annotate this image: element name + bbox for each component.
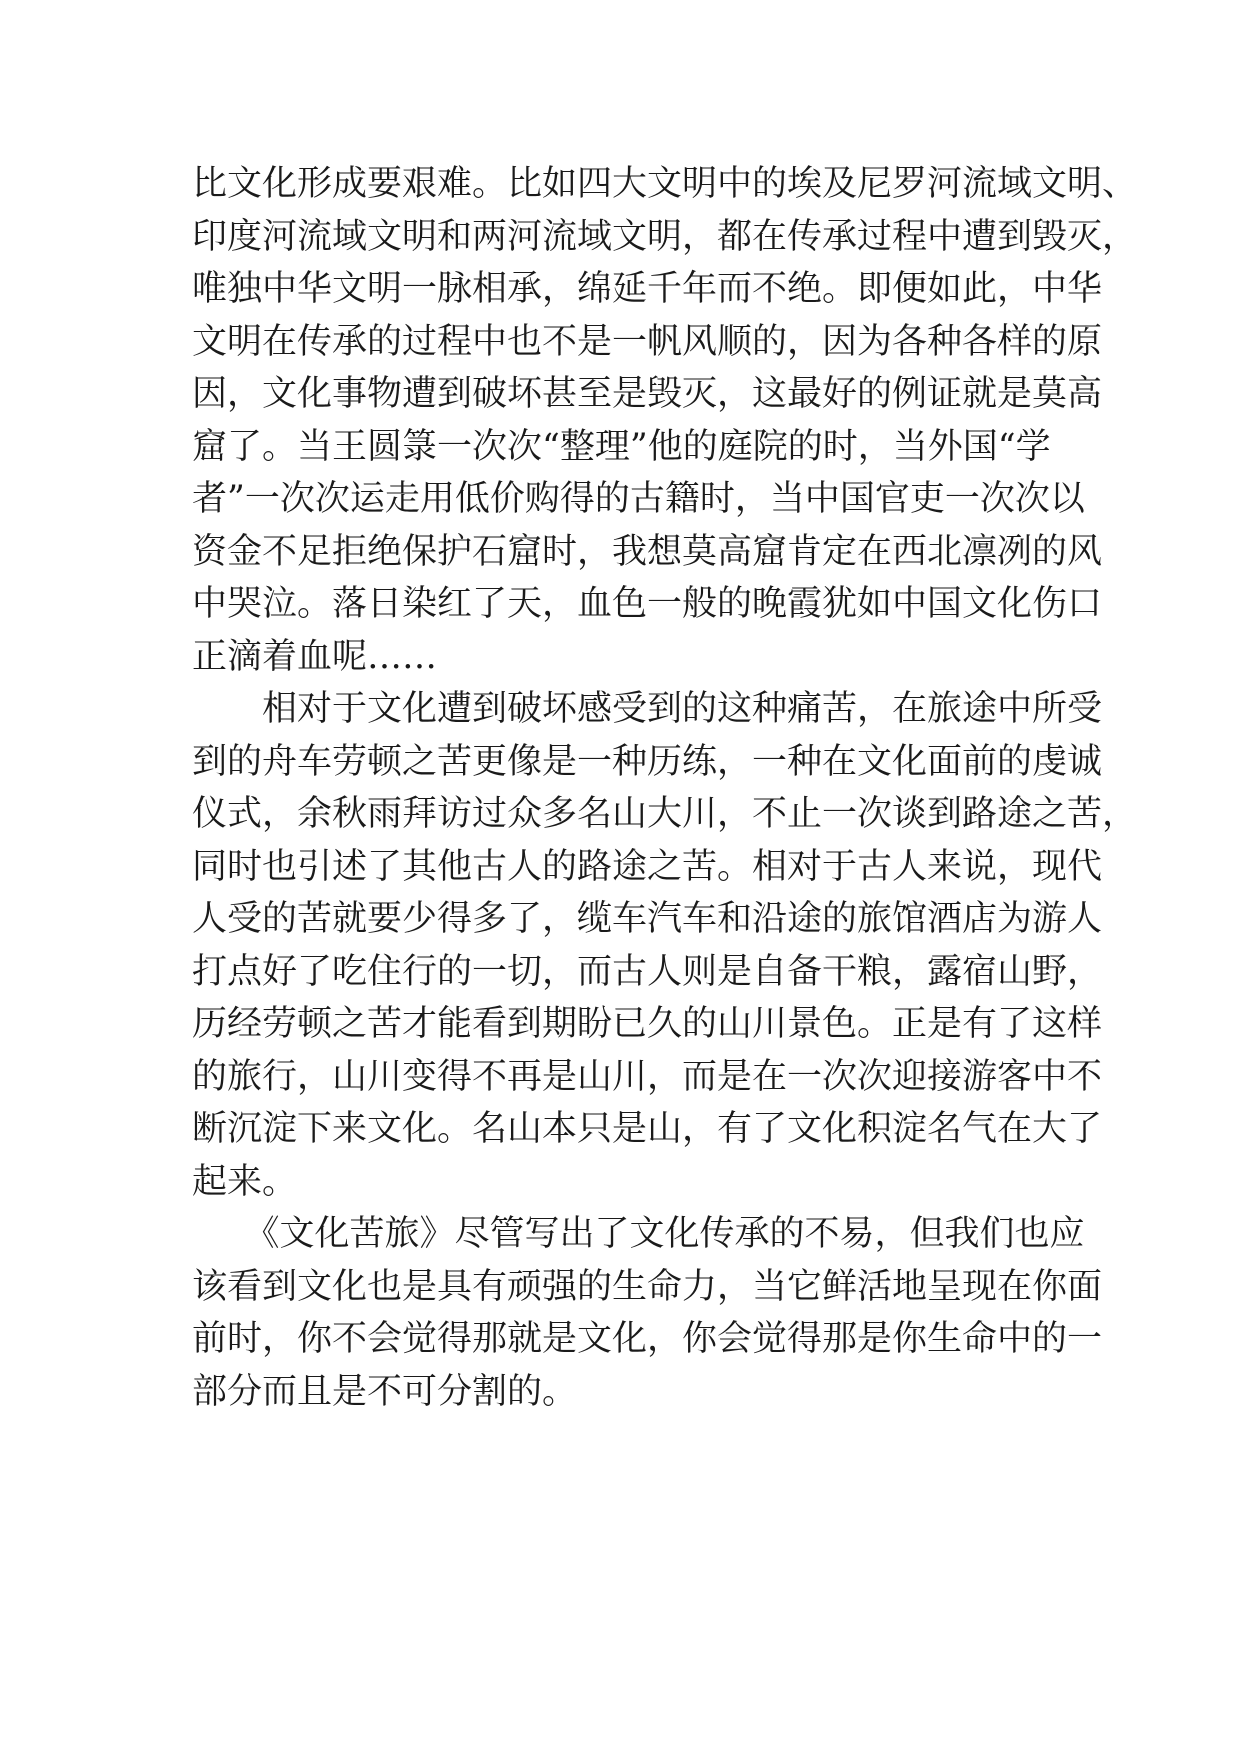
text-line: 打点好了吃住行的一切，而古人则是自备干粮，露宿山野， bbox=[192, 951, 1103, 992]
text-line: 因，文化事物遭到破坏甚至是毁灭，这最好的例证就是莫高 bbox=[192, 374, 1103, 414]
text-line: 者”一次次运走用低价购得的古籍时，当中国官吏一次次以 bbox=[192, 479, 1085, 519]
text-line: 该看到文化也是具有顽强的生命力，当它鲜活地呈现在你面 bbox=[192, 1266, 1103, 1307]
text-line: 正滴着血呢…… bbox=[192, 636, 438, 677]
text-line: 到的舟车劳顿之苦更像是一种历练，一种在文化面前的虔诚 bbox=[192, 741, 1103, 782]
text-line: 印度河流域文明和两河流域文明，都在传承过程中遭到毁灭， bbox=[192, 216, 1138, 257]
text-line: 相对于文化遭到破坏感受到的这种痛苦，在旅途中所受 bbox=[192, 689, 1103, 729]
text-line: 窟了。当王圆箓一次次“整理”他的庭院的时，当外国“学 bbox=[192, 426, 1051, 467]
text-line: 起来。 bbox=[192, 1161, 298, 1202]
text-line: 资金不足拒绝保护石窟时，我想莫高窟肯定在西北凛冽的风 bbox=[192, 531, 1103, 572]
text-line: 断沉淀下来文化。名山本只是山，有了文化积淀名气在大了 bbox=[192, 1109, 1103, 1149]
text-line: 的旅行，山川变得不再是山川，而是在一次次迎接游客中不 bbox=[192, 1056, 1103, 1097]
text-line: 中哭泣。落日染红了天，血色一般的晚霞犹如中国文化伤口 bbox=[192, 584, 1103, 624]
text-line: 比文化形成要艰难。比如四大文明中的埃及尼罗河流域文明、 bbox=[192, 164, 1138, 204]
text-line: 历经劳顿之苦才能看到期盼已久的山川景色。正是有了这样 bbox=[192, 1004, 1103, 1044]
text-line: 仪式，余秋雨拜访过众多名山大川，不止一次谈到路途之苦， bbox=[192, 794, 1138, 834]
text-line: 人受的苦就要少得多了，缆车汽车和沿途的旅馆酒店为游人 bbox=[192, 899, 1103, 939]
essay-text bbox=[192, 158, 1138, 1418]
text-line: 文明在传承的过程中也不是一帆风顺的，因为各种各样的原 bbox=[192, 321, 1103, 362]
text-line: 同时也引述了其他古人的路途之苦。相对于古人来说，现代 bbox=[192, 846, 1103, 887]
text-line: 《文化苦旅》尽管写出了文化传承的不易，但我们也应 bbox=[192, 1214, 1085, 1254]
text-line: 部分而且是不可分割的。 bbox=[192, 1371, 578, 1412]
text-line: 唯独中华文明一脉相承，绵延千年而不绝。即便如此，中华 bbox=[192, 269, 1103, 309]
text-line: 前时，你不会觉得那就是文化，你会觉得那是你生命中的一 bbox=[192, 1319, 1103, 1359]
